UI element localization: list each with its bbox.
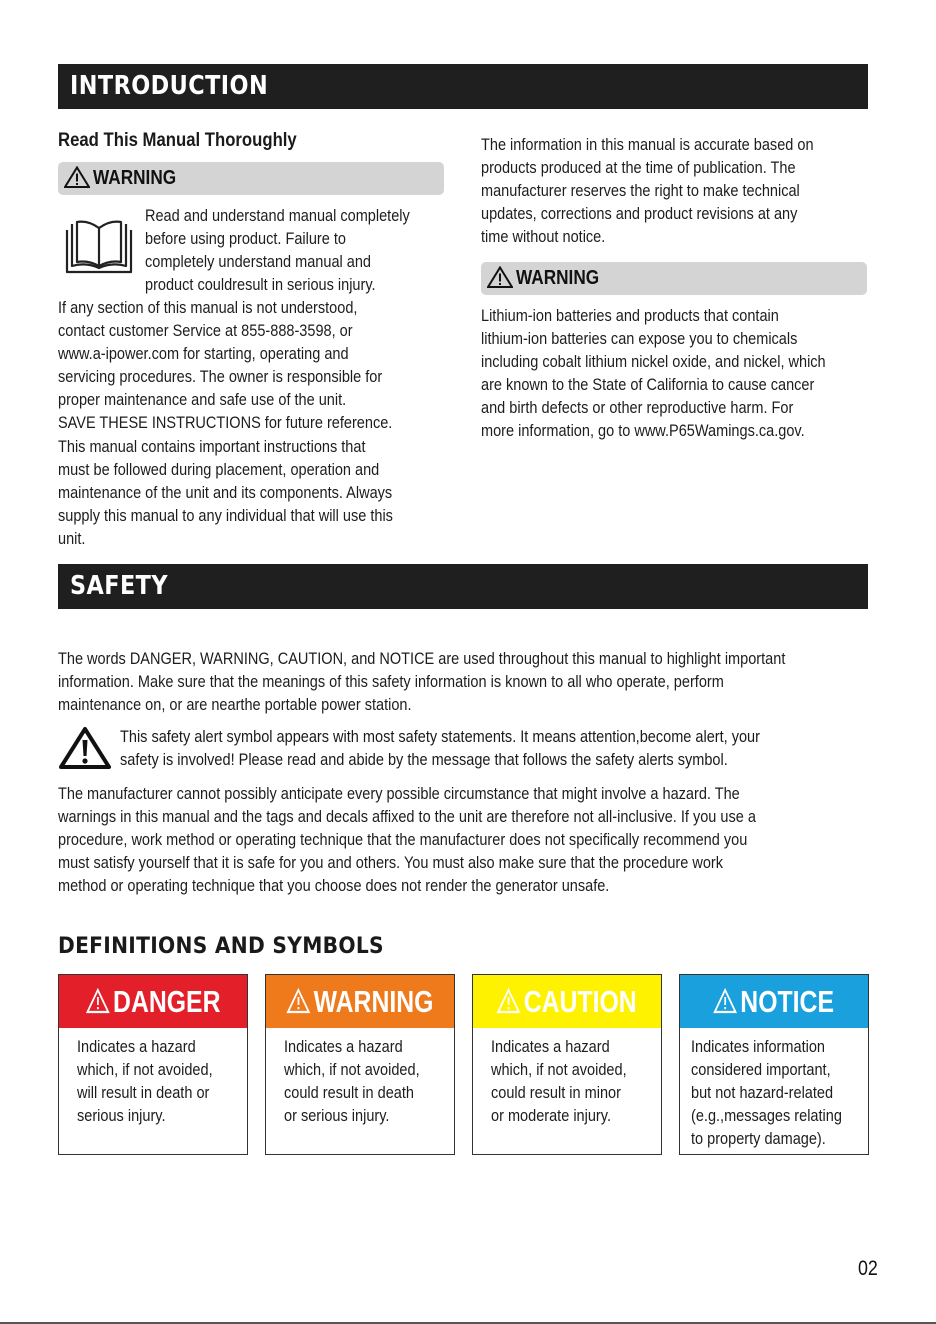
introduction-header: INTRODUCTION [58,64,868,109]
definitions-title: DEFINITIONS AND SYMBOLS [58,934,384,959]
safety-closing-paragraph: The manufacturer cannot possibly anticipate every possible circumstance that might involve a hazard. The warnings in this manual and the tags and decals affixed to the unit are therefore not all-inclusive. If you use a procedure, work method or operating technique that the manufacturer does not specifically recommend you must satisfy yourself that it is safe for you and others. You must also make sure that the procedure work method or operating technique that you choose does not render the generator unsafe. [58,785,756,896]
lithium-warning-text: Lithium-ion batteries and products that contain lithium-ion batteries can expose you to chemicals including cobalt lithium nickel oxide, and nickel, which are known to the State of California to cause cancer and birth defects or other reproductive harm. For more information, go to www.P65Wamings.ca.gov. [481,307,826,441]
danger-card-header: DANGER [59,975,247,1028]
caution-card-header: CAUTION [473,975,661,1028]
page-number: 02 [858,1257,878,1280]
danger-card [58,974,248,1155]
warning-card [265,974,455,1155]
safety-intro-paragraph: The words DANGER, WARNING, CAUTION, and NOTICE are used throughout this manual to highlight important information. Make sure that the meanings of this safety information is known to all who operate, perform maintenance on, or are nearthe portable power station. [58,650,786,715]
notice-card-text: Indicates information considered important, but not hazard-related (e.g.,messages relating to property damage). [691,1038,842,1148]
notice-card [679,974,869,1155]
warning-banner [58,162,444,195]
safety-alert-icon [58,726,112,770]
danger-card-text: Indicates a hazard which, if not avoided, will result in death or serious injury. [77,1038,213,1125]
intro-right-paragraph: The information in this manual is accurate based on products produced at the time of publication. The manufacturer reserves the right to make technical updates, corrections and product revisions at any time without notice. [481,136,814,247]
warning-triangle-icon [64,166,90,188]
warning-card-header: WARNING [266,975,454,1028]
safety-alert-text: This safety alert symbol appears with most safety statements. It means attention,become alert, your safety is involved! Please read and abide by the message that follows the safety alerts symbol. [120,728,760,770]
warning-triangle-icon [86,988,110,1014]
warning-label: WARNING [516,267,600,289]
warning-banner-lithium [481,262,867,295]
warning-triangle-icon [714,988,738,1014]
warning-triangle-icon [487,266,513,288]
warning-triangle-icon [286,988,310,1014]
caution-card-text: Indicates a hazard which, if not avoided, could result in minor or moderate injury. [491,1038,627,1125]
read-manual-subheading: Read This Manual Thoroughly [58,130,297,151]
notice-card-header: NOTICE [680,975,868,1028]
safety-header: SAFETY [58,564,868,609]
open-book-icon [64,218,134,276]
book-warning-text: Read and understand manual completely before using product. Failure to completely understand manual and product couldresult in serious injury. [145,207,410,295]
warning-label: WARNING [93,167,177,189]
caution-card [472,974,662,1155]
warning-card-text: Indicates a hazard which, if not avoided, could result in death or serious injury. [284,1038,420,1125]
warning-triangle-icon [497,988,521,1014]
intro-left-paragraph: If any section of this manual is not understood, contact customer Service at 855-888-3598, or www.a-ipower.com for starting, operating and servicing procedures. The owner is responsible for proper maintenance and safe use of the unit. SAVE THESE INSTRUCTIONS for future reference. This manual contains important instructions that must be followed during placement, operation and maintenance of the unit and its components. Always supply this manual to any individual that will use this unit. [58,299,393,548]
